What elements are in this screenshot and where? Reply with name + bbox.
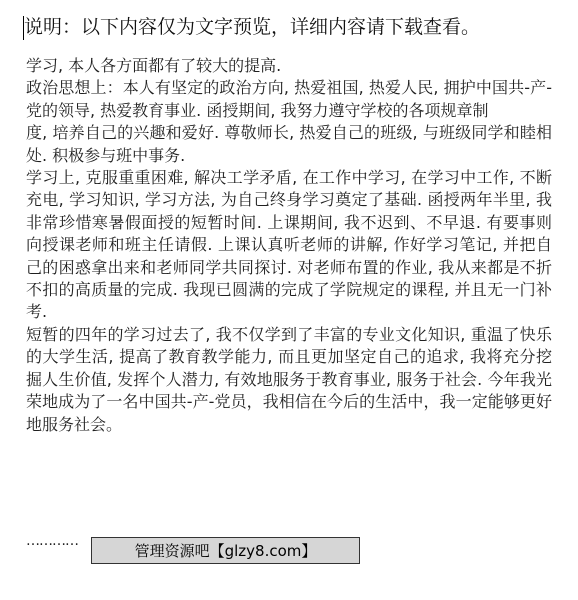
paragraph-study-summary: 学习, 本人各方面都有了较大的提高. [26, 56, 282, 75]
preview-notice: 说明：以下内容仅为文字预览，详细内容请下载查看。 [24, 16, 481, 38]
paragraph-conclusion: 短暂的四年的学习过去了, 我不仅学到了丰富的专业文化知识, 重温了快乐的大学生活, 提高了教育教学能力, 而且更加坚定自己的追求, 我将充分挖掘人生价值, 发挥个人潜力, 有效地服务于教育事业, 服务于社会. 今年我光荣地成为了一名中国共-产-党员，我相信在今后的生活中，我一定能够更好地服务社会。 [26, 324, 552, 434]
paragraph-political: 政治思想上：本人有坚定的政治方向, 热爱祖国, 热爱人民, 拥护中国共-产-党的领导, 热爱教育事业. 函授期间, 我努力遵守学校的各项规章制 [26, 78, 552, 120]
paragraph-political-continued: 度, 培养自己的兴趣和爱好. 尊敬师长, 热爱自己的班级, 与班级同学和睦相处. 积极参与班中事务. [26, 123, 552, 165]
ellipsis-dots: ………… [26, 533, 78, 549]
paragraph-study: 学习上, 克服重重困难, 解决工学矛盾, 在工作中学习, 在学习中工作, 不断充电, 学习知识, 学习方法, 为自己终身学习奠定了基础. 函授两年半里, 我非常珍惜寒暑假面授的短暂时间. 上课期间, 我不迟到、不早退. 有要事则向授课老师和班主任请假. 上课认真听老师的讲解, 作好学习笔记, 并把自己的困惑拿出来和老师同学共同探讨. 对老师布置的作业, 我从来都是不折不扣的高质量的完成. 我现已圆满的完成了学院规定的课程, 并且无一门补考. [26, 168, 552, 322]
source-label: 管理资源吧【glzy8.com】 [134, 542, 317, 560]
document-body [26, 55, 552, 436]
source-watermark-box [91, 537, 360, 564]
